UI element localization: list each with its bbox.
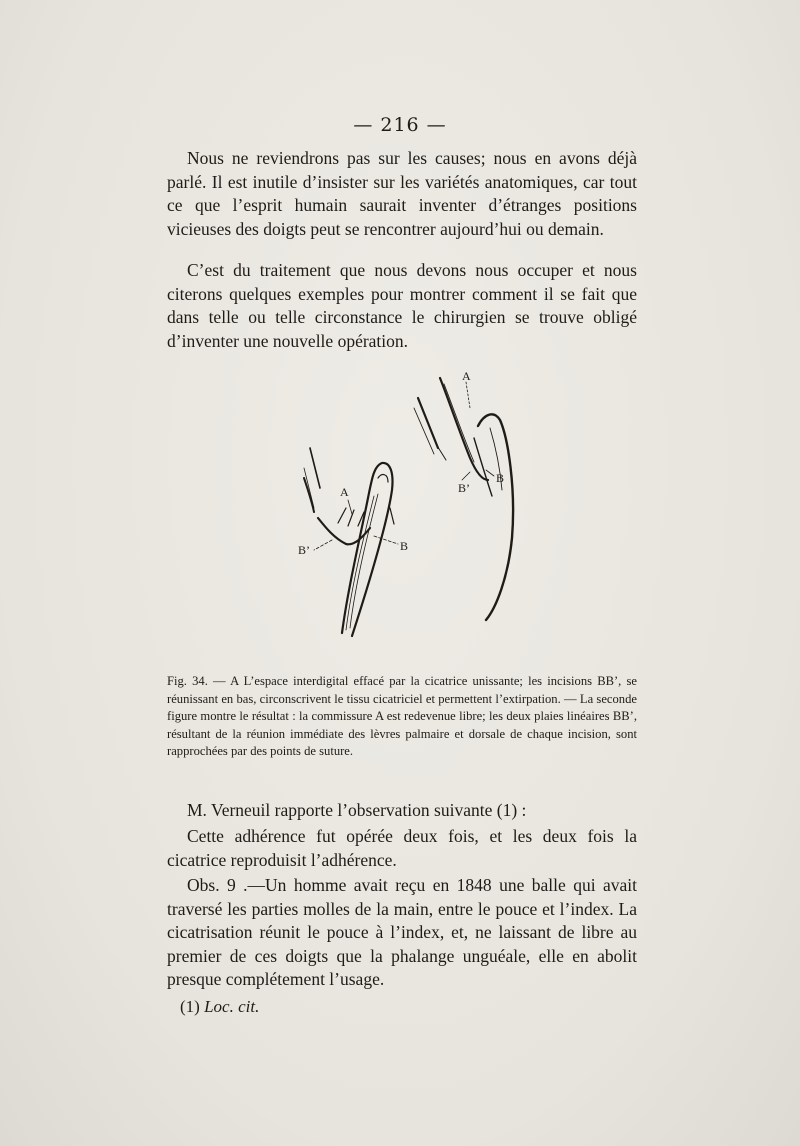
paragraph-text: C’est du traitement que nous devons nous occuper et nous citerons quelques exemples pour montrer comment il se fait que dans telle ou telle circonstance le chirurgien se trouve obligé d’inventer une nouvelle opération. — [167, 260, 637, 351]
page-number: — 216 — — [353, 114, 447, 136]
label-a-left: A — [340, 485, 349, 499]
right-leader-a — [466, 382, 470, 408]
paragraph-verneuil — [167, 799, 637, 823]
paragraph-text: Cette adhérence fut opérée deux fois, et les deux fois la cicatrice reproduisit l’adhérence. — [167, 826, 637, 870]
label-bprime-right: B’ — [458, 481, 470, 495]
left-leader-b — [374, 536, 398, 544]
footnote-marker: (1) — [180, 997, 200, 1016]
left-leader-a — [348, 500, 352, 514]
label-bprime-left: B’ — [298, 543, 310, 557]
paragraph-treatment — [167, 259, 637, 353]
left-leader-bprime — [314, 540, 332, 550]
label-a-right: A — [462, 369, 471, 383]
paragraph-observation-9 — [167, 874, 637, 992]
paragraph-text: M. Verneuil rapporte l’observation suivante (1) : — [187, 800, 527, 820]
right-leader-bprime — [462, 472, 470, 480]
figure-caption: Fig. 34. — A L’espace interdigital effacé par la cicatrice unissante; les incisions BB’, se réunissant en bas, circonscrivent le tissu cicatriciel et permettent l’extirpation. — La seconde figure montre le résultat : la commissure A est redevenue libre; les deux plaies linéaires BB’, résultant de la réunion immédiate des lèvres palmaire et dorsale de chaque incision, sont rapprochées par des points de suture. — [167, 674, 637, 759]
paragraph-text: Obs. 9 .—Un homme avait reçu en 1848 une balle qui avait traversé les parties molles de la main, entre le pouce et l’index. La cicatrisation réunit le pouce à l’index, et, ne laissant de libre au premier de ces doigts que la phalange unguéale, elle en abolit presque complétement l’usage. — [167, 875, 637, 990]
footnote — [180, 997, 259, 1017]
figure-34 — [290, 368, 550, 648]
footnote-text: Loc. cit. — [204, 997, 260, 1016]
left-finger-outline — [342, 463, 393, 636]
label-b-left: B — [400, 539, 409, 553]
label-b-right: B — [496, 471, 505, 485]
paragraph-text: Nous ne reviendrons pas sur les causes; nous en avons déjà parlé. Il est inutile d’insister sur les variétés anatomiques, car tout ce que l’esprit humain saurait inventer d’étranges positions vicieuses des doigts peut se rencontrer aujourd’hui ou demain. — [167, 148, 637, 239]
paragraph-adherence — [167, 825, 637, 872]
right-finger-outline — [478, 414, 513, 620]
finger-illustration — [290, 368, 550, 648]
right-leader-b — [486, 470, 494, 476]
paragraph-causes — [167, 147, 637, 241]
